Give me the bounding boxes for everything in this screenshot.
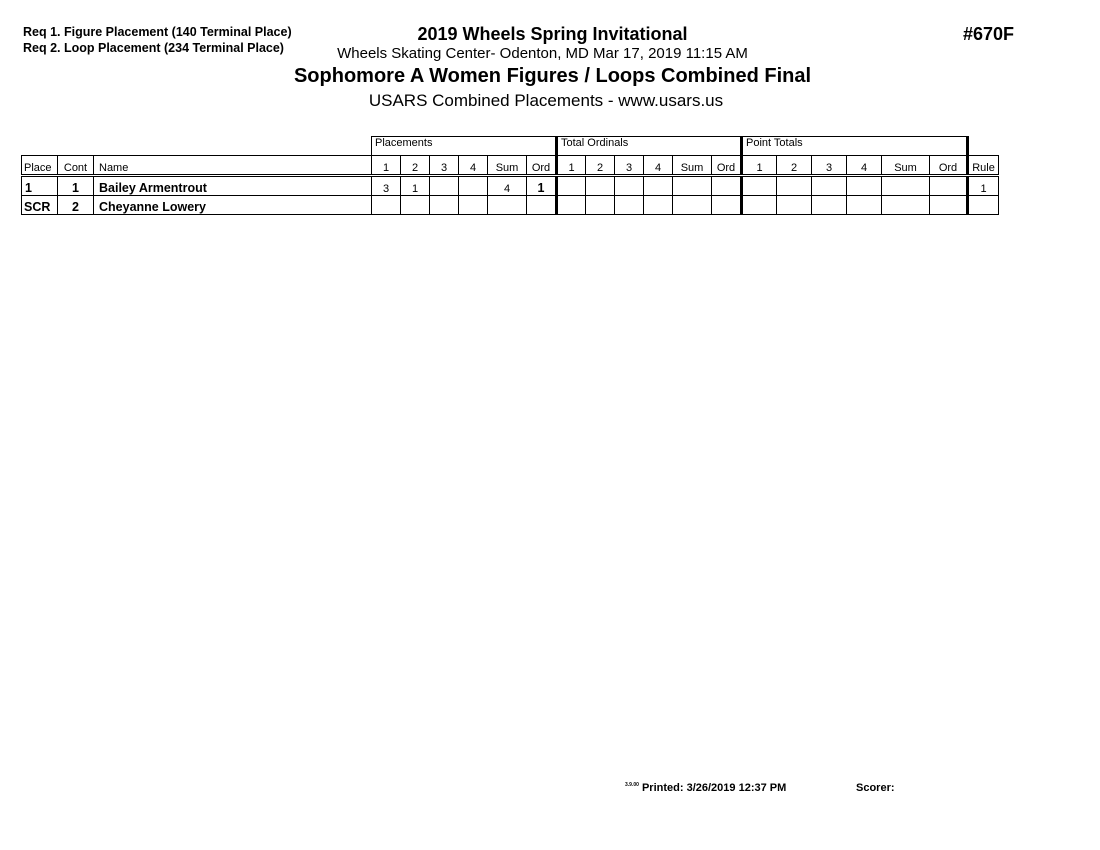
cell-pl-sum: 4 <box>488 176 527 196</box>
cell-pt-ord <box>930 196 968 215</box>
cell-to-3 <box>615 196 644 215</box>
col-place: Place <box>22 156 58 176</box>
group-header-row <box>22 137 999 156</box>
cell-pt-2 <box>777 176 812 196</box>
cell-to-2 <box>586 196 615 215</box>
cell-place: SCR <box>22 196 58 215</box>
cell-pt-1 <box>742 176 777 196</box>
cell-cont: 2 <box>58 196 94 215</box>
results-table <box>21 136 999 215</box>
printed-info <box>625 782 786 794</box>
cell-pl-ord <box>527 196 557 215</box>
group-point-totals: Point Totals <box>742 137 968 156</box>
cell-pl-3 <box>430 176 459 196</box>
requirement-1: Req 1. Figure Placement (140 Terminal Place) <box>23 25 292 39</box>
cell-pl-4 <box>459 176 488 196</box>
cell-name: Cheyanne Lowery <box>94 196 372 215</box>
cell-rule: 1 <box>968 176 999 196</box>
cell-to-sum <box>673 176 712 196</box>
col-pl-1: 1 <box>372 156 401 176</box>
cell-to-4 <box>644 176 673 196</box>
col-pt-3: 3 <box>812 156 847 176</box>
cell-rule <box>968 196 999 215</box>
cell-pt-sum <box>882 196 930 215</box>
cell-pl-3 <box>430 196 459 215</box>
col-pt-2: 2 <box>777 156 812 176</box>
cell-pl-2: 1 <box>401 176 430 196</box>
printed-label: Printed: <box>641 782 684 794</box>
cell-pt-ord <box>930 176 968 196</box>
cell-pt-4 <box>847 196 882 215</box>
cell-pt-3 <box>812 176 847 196</box>
cell-pt-sum <box>882 176 930 196</box>
cell-to-4 <box>644 196 673 215</box>
col-pt-sum: Sum <box>882 156 930 176</box>
cell-pt-3 <box>812 196 847 215</box>
printed-value: 3/26/2019 12:37 PM <box>686 782 787 794</box>
cell-to-3 <box>615 176 644 196</box>
col-pt-4: 4 <box>847 156 882 176</box>
cell-pt-1 <box>742 196 777 215</box>
event-name: Sophomore A Women Figures / Loops Combined Final <box>293 65 812 87</box>
table-row <box>22 176 999 196</box>
cell-to-ord <box>712 176 742 196</box>
cell-pl-4 <box>459 196 488 215</box>
cell-pl-1: 3 <box>372 176 401 196</box>
col-name: Name <box>94 156 372 176</box>
group-total-ordinals: Total Ordinals <box>557 137 742 156</box>
col-to-2: 2 <box>586 156 615 176</box>
cell-pt-4 <box>847 176 882 196</box>
col-pl-2: 2 <box>401 156 430 176</box>
column-header-row <box>22 156 999 176</box>
cell-to-2 <box>586 176 615 196</box>
cell-place: 1 <box>22 176 58 196</box>
venue-date: Wheels Skating Center- Odenton, MD Mar 17, 2019 11:15 AM <box>337 45 748 62</box>
cell-pl-sum <box>488 196 527 215</box>
group-placements: Placements <box>372 137 557 156</box>
col-pl-sum: Sum <box>488 156 527 176</box>
cell-to-1 <box>557 196 586 215</box>
competition-title: 2019 Wheels Spring Invitational <box>417 24 688 44</box>
cell-pl-1 <box>372 196 401 215</box>
table-row <box>22 196 999 215</box>
scorer-label: Scorer: <box>856 782 895 794</box>
col-to-sum: Sum <box>673 156 712 176</box>
subtitle: USARS Combined Placements - www.usars.us <box>368 91 724 110</box>
col-to-4: 4 <box>644 156 673 176</box>
cell-pl-ord: 1 <box>527 176 557 196</box>
col-to-3: 3 <box>615 156 644 176</box>
col-cont: Cont <box>58 156 94 176</box>
col-pt-ord: Ord <box>930 156 968 176</box>
event-code: #670F <box>963 24 1015 44</box>
col-pl-4: 4 <box>459 156 488 176</box>
col-to-ord: Ord <box>712 156 742 176</box>
cell-cont: 1 <box>58 176 94 196</box>
col-rule: Rule <box>968 156 999 176</box>
col-to-1: 1 <box>557 156 586 176</box>
cell-name: Bailey Armentrout <box>94 176 372 196</box>
col-pl-3: 3 <box>430 156 459 176</box>
col-pt-1: 1 <box>742 156 777 176</box>
cell-to-ord <box>712 196 742 215</box>
cell-pl-2 <box>401 196 430 215</box>
version-label: 3.9.00 <box>625 782 639 788</box>
col-pl-ord: Ord <box>527 156 557 176</box>
cell-to-1 <box>557 176 586 196</box>
requirement-2: Req 2. Loop Placement (234 Terminal Place) <box>23 41 284 55</box>
cell-to-sum <box>673 196 712 215</box>
cell-pt-2 <box>777 196 812 215</box>
